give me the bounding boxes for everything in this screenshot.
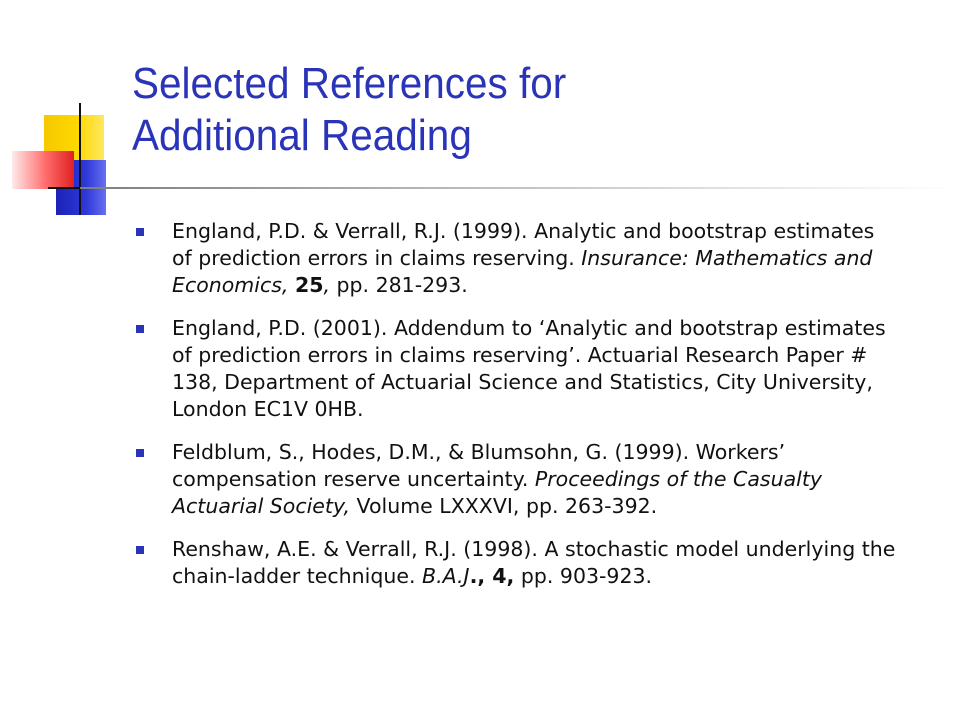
reference-details: Volume LXXXVI, pp. 263-392.: [350, 494, 658, 518]
reference-title: A stochastic model underlying the chain-ladder technique.: [172, 537, 896, 588]
slide-title-line-2: Additional Reading: [132, 111, 472, 160]
reference-pages: pp. 903-923.: [514, 564, 653, 588]
reference-pages: pp. 281-293.: [330, 273, 468, 297]
reference-item: [136, 439, 896, 520]
bullet-square-icon: [136, 449, 144, 457]
reference-volume: 25: [294, 273, 324, 297]
corner-decoration: [0, 0, 140, 230]
reference-comma: ,: [323, 273, 331, 297]
reference-item: [136, 218, 896, 299]
bullet-square-icon: [136, 546, 144, 554]
reference-journal: Insurance: Mathematics and Economics,: [172, 246, 873, 297]
reference-volume: ., 4,: [469, 564, 515, 588]
title-underline: [80, 187, 960, 189]
bullet-square-icon: [136, 228, 144, 236]
reference-title: Workers’ compensation reserve uncertainty.: [172, 440, 786, 491]
slide-title-line-1: Selected References for: [132, 59, 567, 108]
reference-title: Analytic and bootstrap estimates of prediction errors in claims reserving.: [172, 219, 875, 270]
red-rectangle-shape: [12, 151, 74, 189]
bullet-square-icon: [136, 325, 144, 333]
reference-authors: Feldblum, S., Hodes, D.M., & Blumsohn, G. (1999).: [172, 440, 696, 464]
reference-item: [136, 536, 896, 590]
reference-item: [136, 315, 896, 423]
reference-authors: Renshaw, A.E. & Verrall, R.J. (1998).: [172, 537, 545, 561]
reference-journal: B.A.J: [422, 564, 470, 588]
reference-list: [136, 218, 896, 606]
reference-journal: Proceedings of the Casualty Actuarial Society,: [172, 467, 823, 518]
vertical-rule: [79, 103, 81, 215]
reference-authors: England, P.D. & Verrall, R.J. (1999).: [172, 219, 535, 243]
reference-text: England, P.D. (2001). Addendum to ‘Analytic and bootstrap estimates of prediction errors in claims reserving’. Actuarial Research Paper # 138, Department of Actuarial Science and Statistics, City University, London EC1V 0HB.: [172, 316, 886, 421]
slide-title: [132, 58, 868, 162]
